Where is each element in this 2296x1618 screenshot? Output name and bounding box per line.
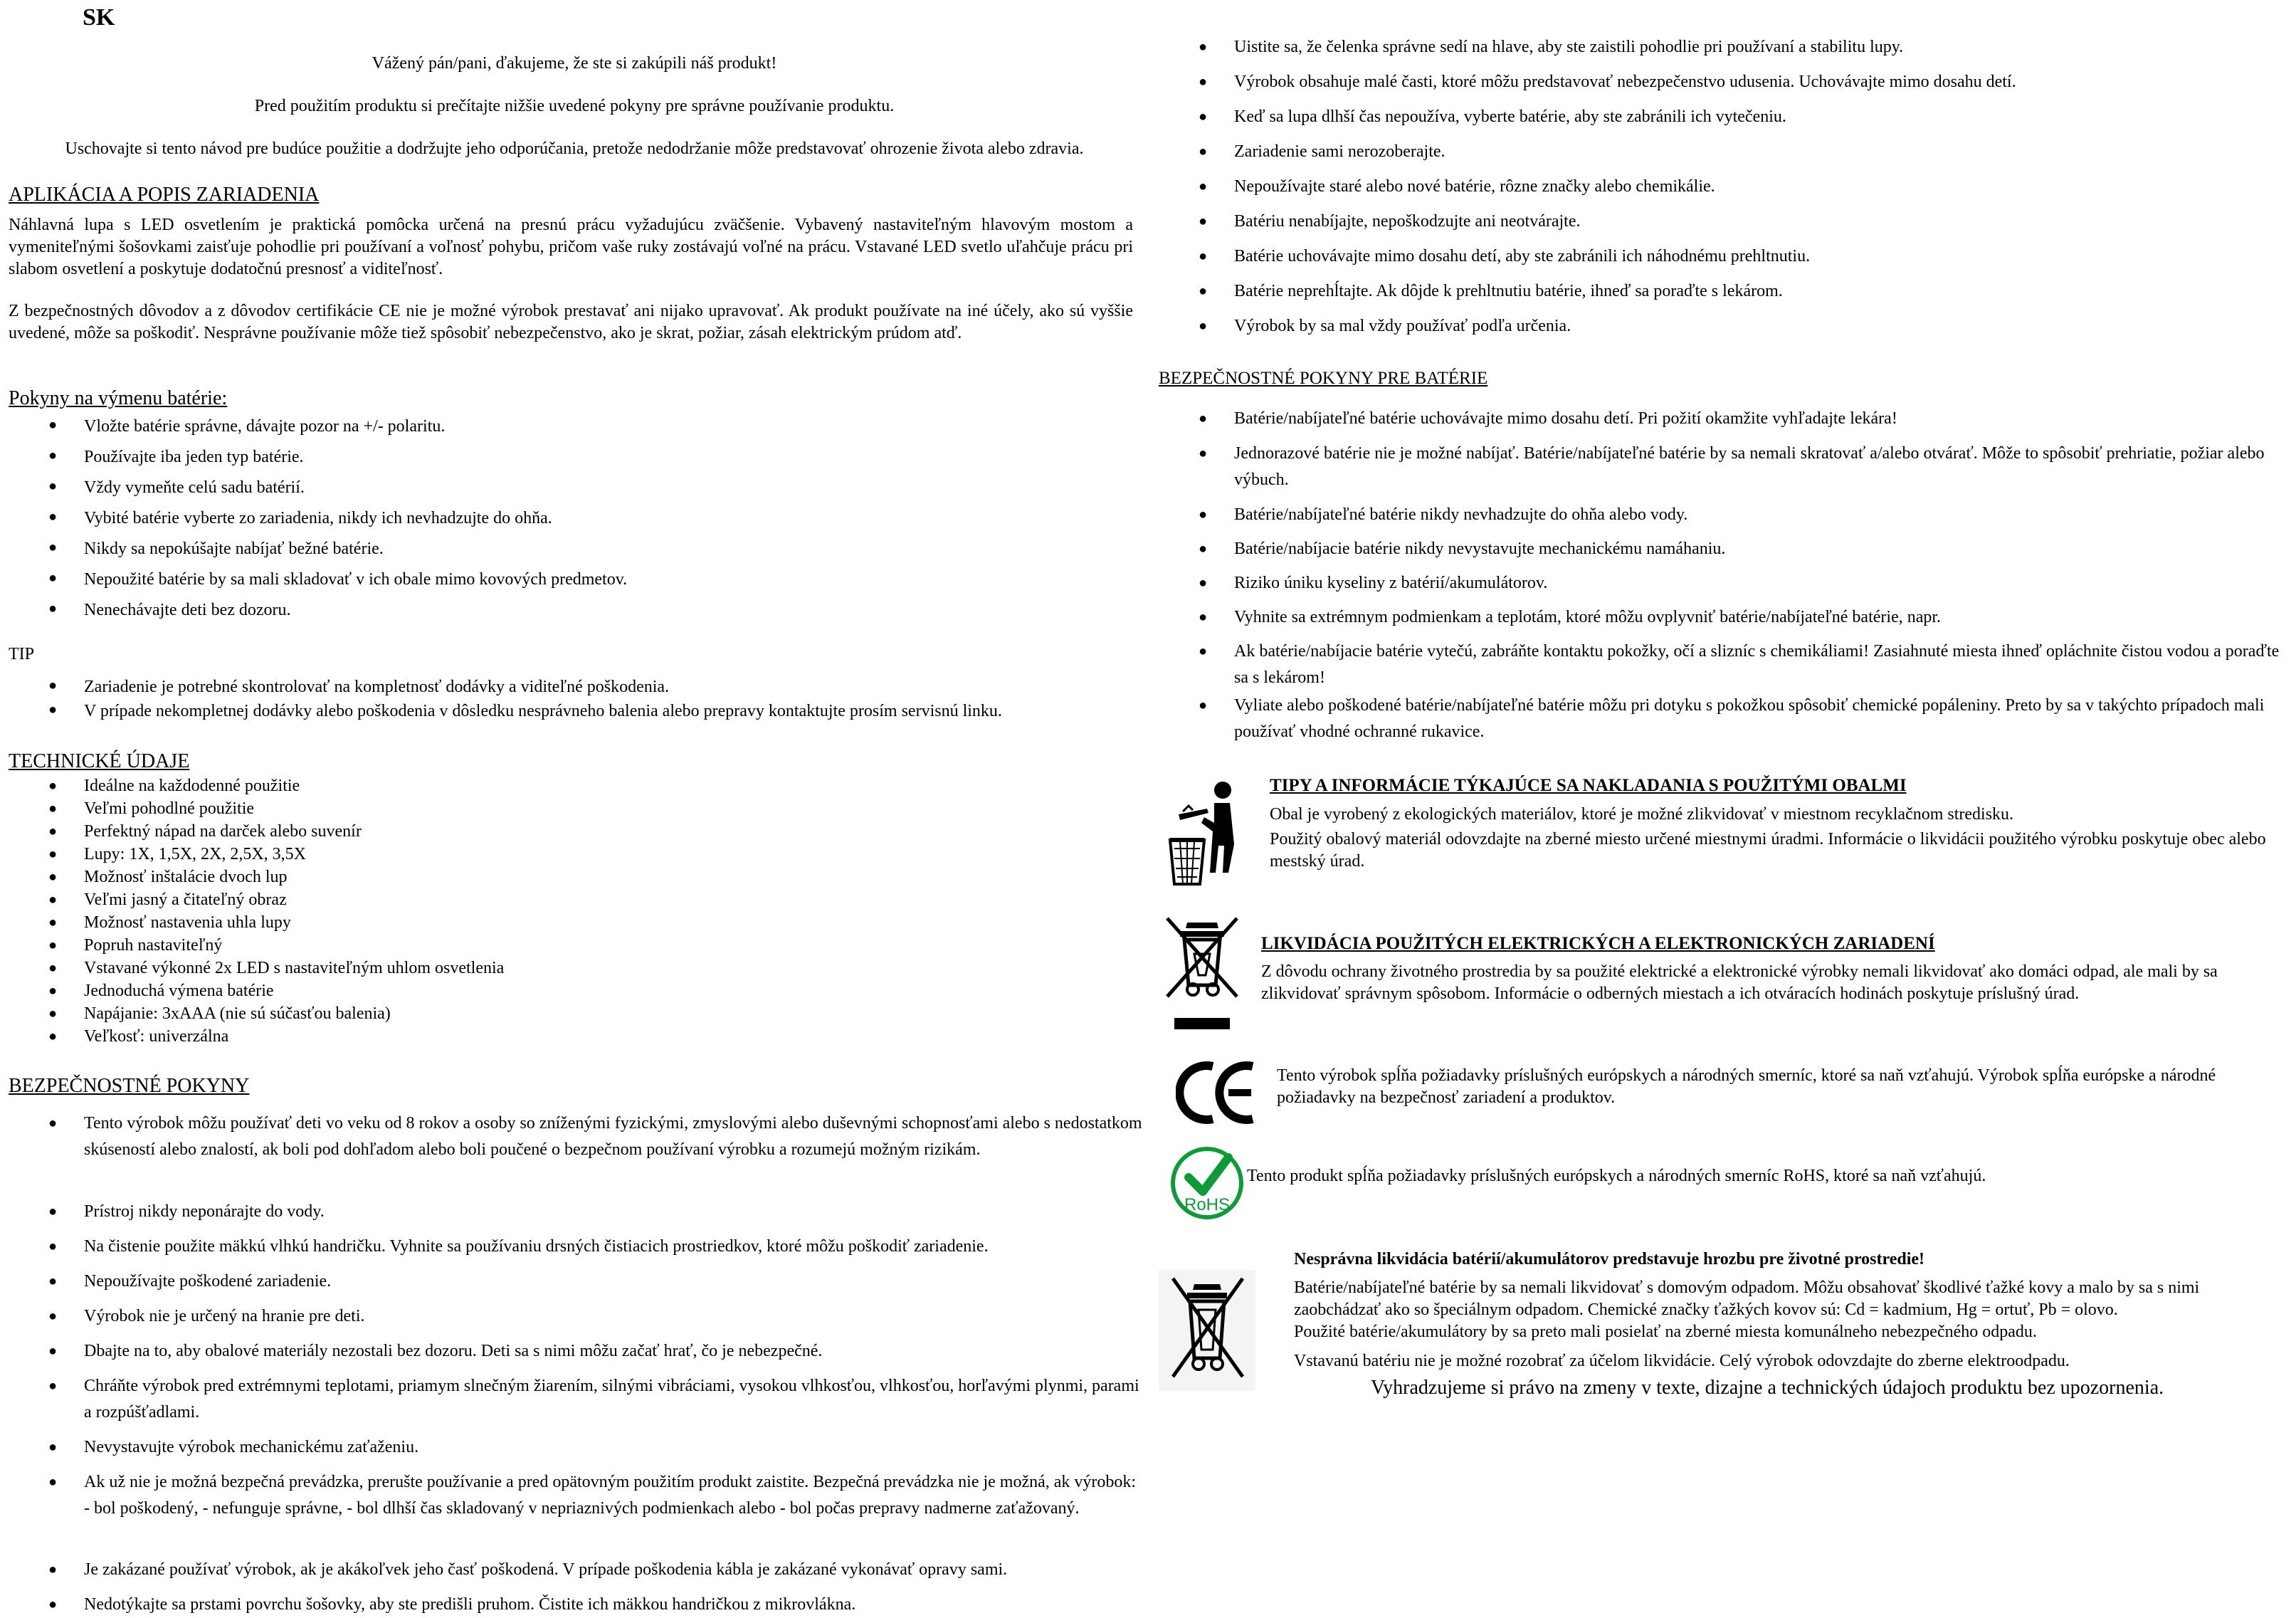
list-item: ● Riziko úniku kyseliny z batérií/akumulátorov. bbox=[1234, 570, 2287, 604]
technical-list bbox=[84, 774, 504, 1048]
list-item: ● Tento výrobok môžu používať deti vo veku od 8 rokov a osoby so zníženými fyzickými, zmyslovými alebo duševnými schopnosťami alebo s nedostatkom skúseností alebo znalostí, ak boli pod dohľadom alebo boli poučené o bezpečnom používaní výrobku a rozumejú možným rizikám. bbox=[84, 1110, 1144, 1189]
list-item: ● Jednorazové batérie nie je možné nabíjať. Batérie/nabíjateľné batérie by sa nemali skratovať a/alebo otvárať. Môže to spôsobiť prehriatie, požiar alebo výbuch. bbox=[1234, 441, 2287, 502]
crossed-bin-icon bbox=[1163, 914, 1241, 1042]
list-item: ● Nepoužité batérie by sa mali skladovať v ich obale mimo kovových predmetov. bbox=[84, 570, 627, 601]
weee-paragraph: Z dôvodu ochrany životného prostredia by sa použité elektrické a elektronické výrobky nemali likvidovať ako domáci odpad, ale mali by sa zlikvidovať správnym spôsobom. Informácie o odberných miestach a ich otváracích hodinách poskytuje príslušný úrad. bbox=[1261, 962, 2218, 1003]
rohs-check-icon bbox=[1167, 1145, 1250, 1223]
battery-change-heading: Pokyny na výmenu batérie: bbox=[9, 387, 228, 409]
list-item: ● Veľkosť: univerzálna bbox=[84, 1025, 504, 1048]
ce-mark-icon bbox=[1176, 1061, 1258, 1125]
list-item: ● Batérie/nabíjateľné batérie uchovávajte mimo dosahu detí. Pri požití okamžite vyhľadajte lekára! bbox=[1234, 406, 2287, 441]
list-item: ● Nepoužívajte staré alebo nové batérie, rôzne značky alebo chemikálie. bbox=[1234, 174, 2287, 209]
right-safety-list bbox=[1234, 34, 2287, 348]
list-item: ● Nikdy sa nepokúšajte nabíjať bežné batérie. bbox=[84, 540, 627, 570]
list-item: ● Perfektný nápad na darček alebo suvenír bbox=[84, 820, 504, 843]
battery-disposal-paragraph-1: Batérie/nabíjateľné batérie by sa nemali likvidovať s domovým odpadom. Môžu obsahovať škodlivé ťažké kovy a malo by sa s nimi zaobchádzať ako so špeciálnym odpadom. Chemické značky ťažkých kovov sú: Cd = kadmium, Hg = ortuť, Pb = olovo. bbox=[1294, 1278, 2200, 1319]
list-item: ● Ak batérie/nabíjacie batérie vytečú, zabráňte kontaktu pokožky, očí a slizníc s chemikáliami! Zasiahnuté miesta ihneď opláchnite čistou vodou a poraďte sa s lekárom! bbox=[1234, 639, 2287, 693]
trash-person-icon bbox=[1164, 780, 1243, 887]
list-item: ● Batérie uchovávajte mimo dosahu detí, aby ste zabránili ich náhodnému prehltnutiu. bbox=[1234, 243, 2287, 278]
list-item: ● Batérie/nabíjateľné batérie nikdy nevhadzujte do ohňa alebo vody. bbox=[1234, 502, 2287, 536]
ce-paragraph: Tento výrobok spĺňa požiadavky príslušných európskych a národných smerníc, ktoré sa naň vzťahujú. Výrobok spĺňa európske a národné požiadavky na bezpečnosť zariadení a produktov. bbox=[1277, 1066, 2216, 1107]
rohs-paragraph: Tento produkt spĺňa požiadavky príslušných európskych a národných smerníc RoHS, ktoré sa naň vzťahujú. bbox=[1247, 1167, 1986, 1185]
list-item: ● Vybité batérie vyberte zo zariadenia, nikdy ich nevhadzujte do ohňa. bbox=[84, 509, 627, 540]
list-item: ● Batériu nenabíjajte, nepoškodzujte ani neotvárajte. bbox=[1234, 209, 2287, 243]
list-item: ● Možnosť nastavenia uhla lupy bbox=[84, 911, 504, 934]
list-item: ● Na čistenie použite mäkkú vlhkú handričku. Vyhnite sa používaniu drsných čistiacich prostriedkov, ktoré môžu poškodiť zariadenie. bbox=[84, 1234, 1144, 1260]
list-item: ● Ideálne na každodenné použitie bbox=[84, 774, 504, 797]
list-item: ● Výrobok by sa mal vždy používať podľa určenia. bbox=[1234, 313, 2287, 348]
list-item: ● Dbajte na to, aby obalové materiály nezostali bez dozoru. Deti sa s nimi môžu začať hrať, čo je nebezpečné. bbox=[84, 1338, 1144, 1365]
list-item: ● Popruh nastaviteľný bbox=[84, 934, 504, 957]
intro-greeting: Vážený pán/pani, ďakujeme, že ste si zakúpili náš produkt! bbox=[372, 54, 777, 73]
list-item: ● Vyhnite sa extrémnym podmienkam a teplotám, ktoré môžu ovplyvniť batérie/nabíjateľné batérie, napr. bbox=[1234, 604, 2287, 639]
battery-safety-heading: BEZPEČNOSTNÉ POKYNY PRE BATÉRIE bbox=[1159, 369, 1488, 388]
list-item: ● Nenechávajte deti bez dozoru. bbox=[84, 601, 627, 631]
list-item: ● Batérie neprehĺtajte. Ak dôjde k prehltnutiu batérie, ihneď sa poraďte s lekárom. bbox=[1234, 278, 2287, 313]
list-item: ● Zariadenie je potrebné skontrolovať na kompletnosť dodávky a viditeľné poškodenia. bbox=[84, 678, 1002, 702]
list-item: ● Vždy vymeňte celú sadu batérií. bbox=[84, 478, 627, 509]
list-item: ● Vstavané výkonné 2x LED s nastaviteľným uhlom osvetlenia bbox=[84, 957, 504, 979]
list-item: ● Chráňte výrobok pred extrémnymi teplotami, priamym slnečným žiarením, silnými vibráciami, vysokou vlhkosťou, vlhkosťou, horľavými plynmi, parami a rozpúšťadlami. bbox=[84, 1373, 1144, 1426]
intro-before-use: Pred použitím produktu si prečítajte nižšie uvedené pokyny pre správne používanie produktu. bbox=[254, 97, 895, 115]
list-item: ● Keď sa lupa dlhší čas nepoužíva, vyberte batérie, aby ste zabránili ich vytečeniu. bbox=[1234, 104, 2287, 139]
packaging-heading: TIPY A INFORMÁCIE TÝKAJÚCE SA NAKLADANIA S POUŽITÝMI OBALMI bbox=[1270, 776, 1907, 795]
list-item: ● Batérie/nabíjacie batérie nikdy nevystavujte mechanickému namáhaniu. bbox=[1234, 536, 2287, 570]
language-code: SK bbox=[83, 4, 115, 31]
list-item: ● Používajte iba jeden typ batérie. bbox=[84, 448, 627, 478]
list-item: ● Výrobok nie je určený na hranie pre deti. bbox=[84, 1303, 1144, 1330]
list-item: ● Prístroj nikdy neponárajte do vody. bbox=[84, 1199, 1144, 1225]
list-item: ● Je zakázané používať výrobok, ak je akákoľvek jeho časť poškodená. V prípade poškodenia kábla je zakázané vykonávať opravy sami. bbox=[84, 1557, 1144, 1583]
application-paragraph-1: Náhlavná lupa s LED osvetlením je praktická pomôcka určená na presnú prácu vyžadujúcu zväčšenie. Vybavený nastaviteľným hlavovým mostom a vymeniteľnými šošovkami zaisťuje pohodlie pri používaní a voľnosť pohybu, pričom vaše ruky zostávajú voľné na prácu. Vstavané LED svetlo uľahčuje prácu pri slabom osvetlení a poskytuje dodatočnú presnosť a viditeľnosť. bbox=[9, 216, 1133, 278]
battery-disposal-paragraph-2: Použité batérie/akumulátory by sa preto mali posielať na zberné miesta komunálneho nebezpečného odpadu. bbox=[1294, 1323, 2037, 1341]
tip-label: TIP bbox=[9, 645, 34, 663]
tip-list bbox=[84, 678, 1002, 726]
list-item: ● Jednoduchá výmena batérie bbox=[84, 979, 504, 1002]
list-item: ● V prípade nekompletnej dodávky alebo poškodenia v dôsledku nesprávneho balenia alebo prepravy kontaktujte prosím servisnú linku. bbox=[84, 702, 1002, 726]
list-item: ● Výrobok obsahuje malé časti, ktoré môžu predstavovať nebezpečenstvo udusenia. Uchovávajte mimo dosahu detí. bbox=[1234, 69, 2287, 104]
list-item: ● Vyliate alebo poškodené batérie/nabíjateľné batérie môžu pri dotyku s pokožkou spôsobiť chemické popáleniny. Preto by sa v takýchto prípadoch mali používať vhodné ochranné rukavice. bbox=[1234, 693, 2287, 745]
list-item: ● Možnosť inštalácie dvoch lup bbox=[84, 866, 504, 888]
intro-keep: Uschovajte si tento návod pre budúce použitie a dodržujte jeho odporúčania, pretože nedodržanie môže predstavovať ohrozenie života alebo zdravia. bbox=[65, 140, 1084, 158]
battery-disposal-paragraph-3: Vstavanú batériu nie je možné rozobrať za účelom likvidácie. Celý výrobok odovzdajte do zberne elektroodpadu. bbox=[1294, 1352, 2070, 1370]
battery-change-list bbox=[84, 417, 627, 631]
technical-heading: TECHNICKÉ ÚDAJE bbox=[9, 750, 190, 772]
battery-safety-list bbox=[1234, 406, 2287, 745]
list-item: ● Zariadenie sami nerozoberajte. bbox=[1234, 139, 2287, 174]
weee-heading: LIKVIDÁCIA POUŽITÝCH ELEKTRICKÝCH A ELEKTRONICKÝCH ZARIADENÍ bbox=[1261, 934, 1935, 953]
list-item: ● Napájanie: 3xAAA (nie sú súčasťou balenia) bbox=[84, 1002, 504, 1025]
packaging-paragraph-2: Použitý obalový materiál odovzdajte na zberné miesto určené miestnymi úradmi. Informácie o likvidácii použitého výrobku poskytuje obec alebo mestský úrad. bbox=[1270, 830, 2266, 871]
rohs-mark-label: RoHS bbox=[1184, 1195, 1231, 1214]
list-item: ● Veľmi jasný a čitateľný obraz bbox=[84, 888, 504, 911]
list-item: ● Veľmi pohodlné použitie bbox=[84, 797, 504, 820]
application-paragraph-2: Z bezpečnostných dôvodov a z dôvodov certifikácie CE nie je možné výrobok prestavať ani nijako upravovať. Ak produkt používate na iné účely, ako sú vyššie uvedené, môže sa poškodiť. Nesprávne používanie môže tiež spôsobiť nebezpečenstvo, ako je skrat, požiar, zásah elektrickým prúdom atď. bbox=[9, 302, 1133, 342]
battery-crossed-bin-icon bbox=[1159, 1270, 1255, 1391]
packaging-paragraph-1: Obal je vyrobený z ekologických materiálov, ktoré je možné zlikvidovať v miestnom recyklačnom stredisku. bbox=[1270, 805, 2014, 824]
list-item: ● Nedotýkajte sa prstami povrchu šošovky, aby ste predišli pruhom. Čistite ich mäkkou handričkou z mikrovlákna. bbox=[84, 1592, 1144, 1618]
application-heading: APLIKÁCIA A POPIS ZARIADENIA bbox=[9, 184, 320, 206]
footer-note: Vyhradzujeme si právo na zmeny v texte, dizajne a technických údajoch produktu bez upozornenia. bbox=[1371, 1377, 2164, 1399]
safety-heading: BEZPEČNOSTNÉ POKYNY bbox=[9, 1075, 250, 1097]
list-item: ● Nevystavujte výrobok mechanickému zaťaženiu. bbox=[84, 1434, 1144, 1461]
list-item: ● Vložte batérie správne, dávajte pozor na +/- polaritu. bbox=[84, 417, 627, 448]
list-item: ● Uistite sa, že čelenka správne sedí na hlave, aby ste zaistili pohodlie pri používaní a stabilitu lupy. bbox=[1234, 34, 2287, 69]
list-item: ● Lupy: 1X, 1,5X, 2X, 2,5X, 3,5X bbox=[84, 843, 504, 866]
safety-list bbox=[84, 1110, 1144, 1618]
list-item: ● Ak už nie je možná bezpečná prevádzka, prerušte používanie a pred opätovným použitím produkt zaistite. Bezpečná prevádzka nie je možná, ak výrobok: - bol poškodený, - nefunguje správne, - bol dlhší čas skladovaný v nepriaznivých podmienkach alebo - bol počas prepravy nadmerne zaťažovaný. bbox=[84, 1469, 1144, 1548]
battery-disposal-heading: Nesprávna likvidácia batérií/akumulátorov predstavuje hrozbu pre životné prostredie! bbox=[1294, 1250, 1925, 1268]
list-item: ● Nepoužívajte poškodené zariadenie. bbox=[84, 1268, 1144, 1295]
